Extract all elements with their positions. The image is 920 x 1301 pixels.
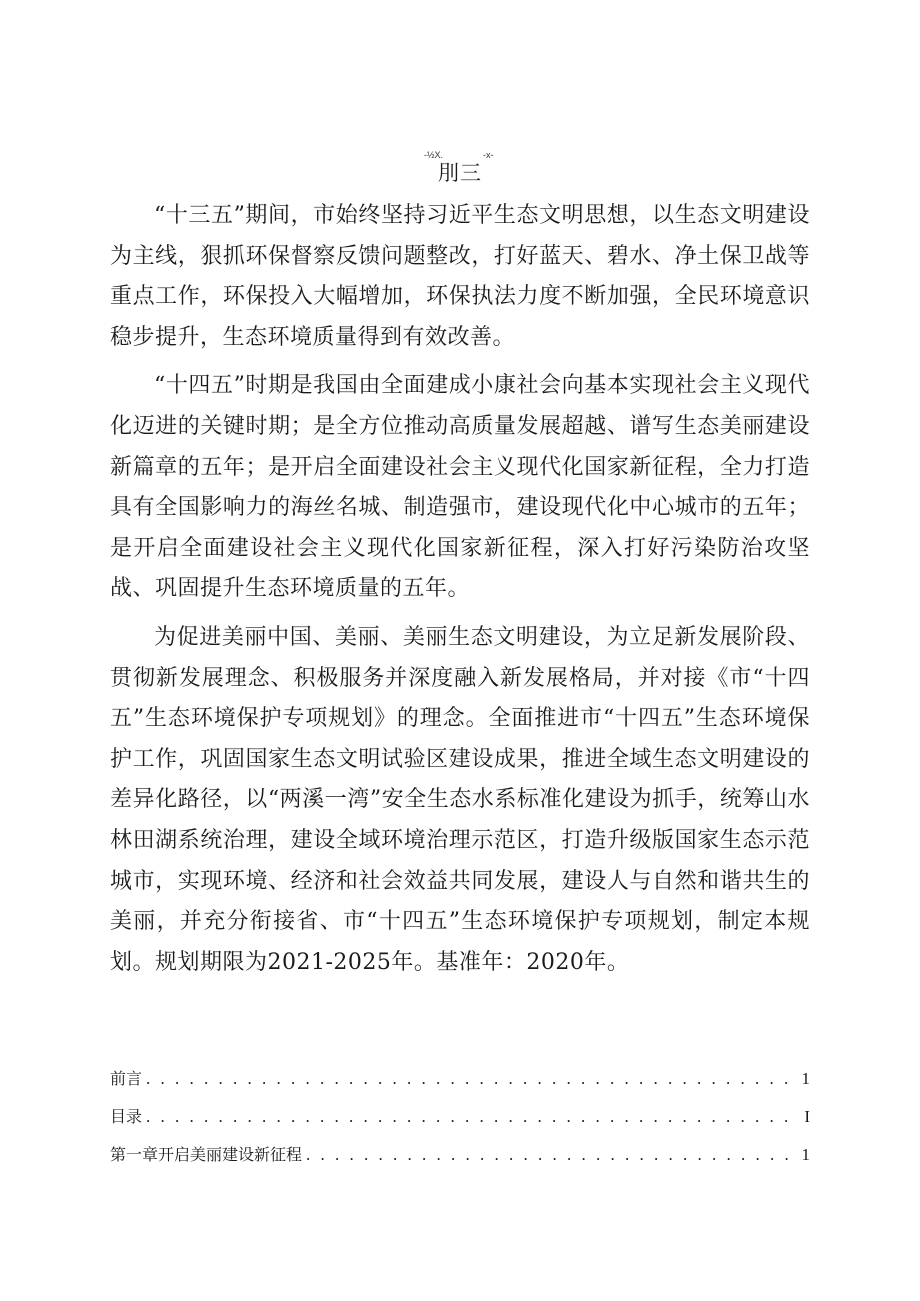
table-of-contents: [110, 1060, 810, 1174]
toc-entry-label: 前言: [110, 1069, 143, 1088]
toc-leader-dots: [306, 1136, 796, 1174]
page-title: 刖三: [438, 161, 482, 185]
toc-entry-label: 第一章开启美丽建设新征程: [110, 1145, 303, 1164]
paragraph-2: “十四五”时期是我国由全面建成小康社会向基本实现社会主义现代化迈进的关键时期；是全方位推动高质量发展超越、谱写生态美丽建设新篇章的五年；是开启全面建设社会主义现代化国家新征程，全力打造具有全国影响力的海丝名城、制造强市，建设现代化中心城市的五年；是开启全面建设社会主义现代化国家新征程，深入打好污染防治攻坚战、巩固提升生态环境质量的五年。: [110, 373, 810, 602]
heading-mark-right: -x-: [483, 150, 494, 160]
heading-mark-left: -½X.: [424, 150, 444, 160]
toc-entry-page: 1: [801, 1069, 810, 1088]
body-text: [110, 196, 810, 983]
paragraph-1: “十三五”期间，市始终坚持习近平生态文明思想，以生态文明建设为主线，狠抓环保督察反馈问题整改，打好蓝天、碧水、净土保卫战等重点工作，环保投入大幅增加，环保执法力度不断加强，全民环境意识稳步提升，生态环境质量得到有效改善。: [110, 203, 810, 350]
toc-entry-chapter-1[interactable]: [110, 1136, 810, 1174]
toc-leader-dots: [146, 1060, 796, 1098]
toc-entry-page: I: [804, 1107, 810, 1126]
toc-entry-page: 1: [801, 1145, 810, 1164]
toc-entry-contents[interactable]: [110, 1098, 810, 1136]
paragraph-3: 为促进美丽中国、美丽、美丽生态文明建设，为立足新发展阶段、贯彻新发展理念、积极服务并深度融入新发展格局，并对接《市“十四五”生态环境保护专项规划》的理念。全面推进市“十四五”生态环境保护工作，巩固国家生态文明试验区建设成果，推进全域生态文明建设的差异化路径，以“两溪一湾”安全生态水系标准化建设为抓手，统筹山水林田湖系统治理，建设全域环境治理示范区，打造升级版国家生态示范城市，实现环境、经济和社会效益共同发展，建设人与自然和谐共生的美丽，并充分衔接省、市“十四五”生态环境保护专项规划，制定本规划。规划期限为2021-2025年。基准年：2020年。: [110, 624, 810, 975]
toc-leader-dots: [146, 1098, 796, 1136]
toc-entry-label: 目录: [110, 1107, 143, 1126]
toc-entry-preface[interactable]: [110, 1060, 810, 1098]
